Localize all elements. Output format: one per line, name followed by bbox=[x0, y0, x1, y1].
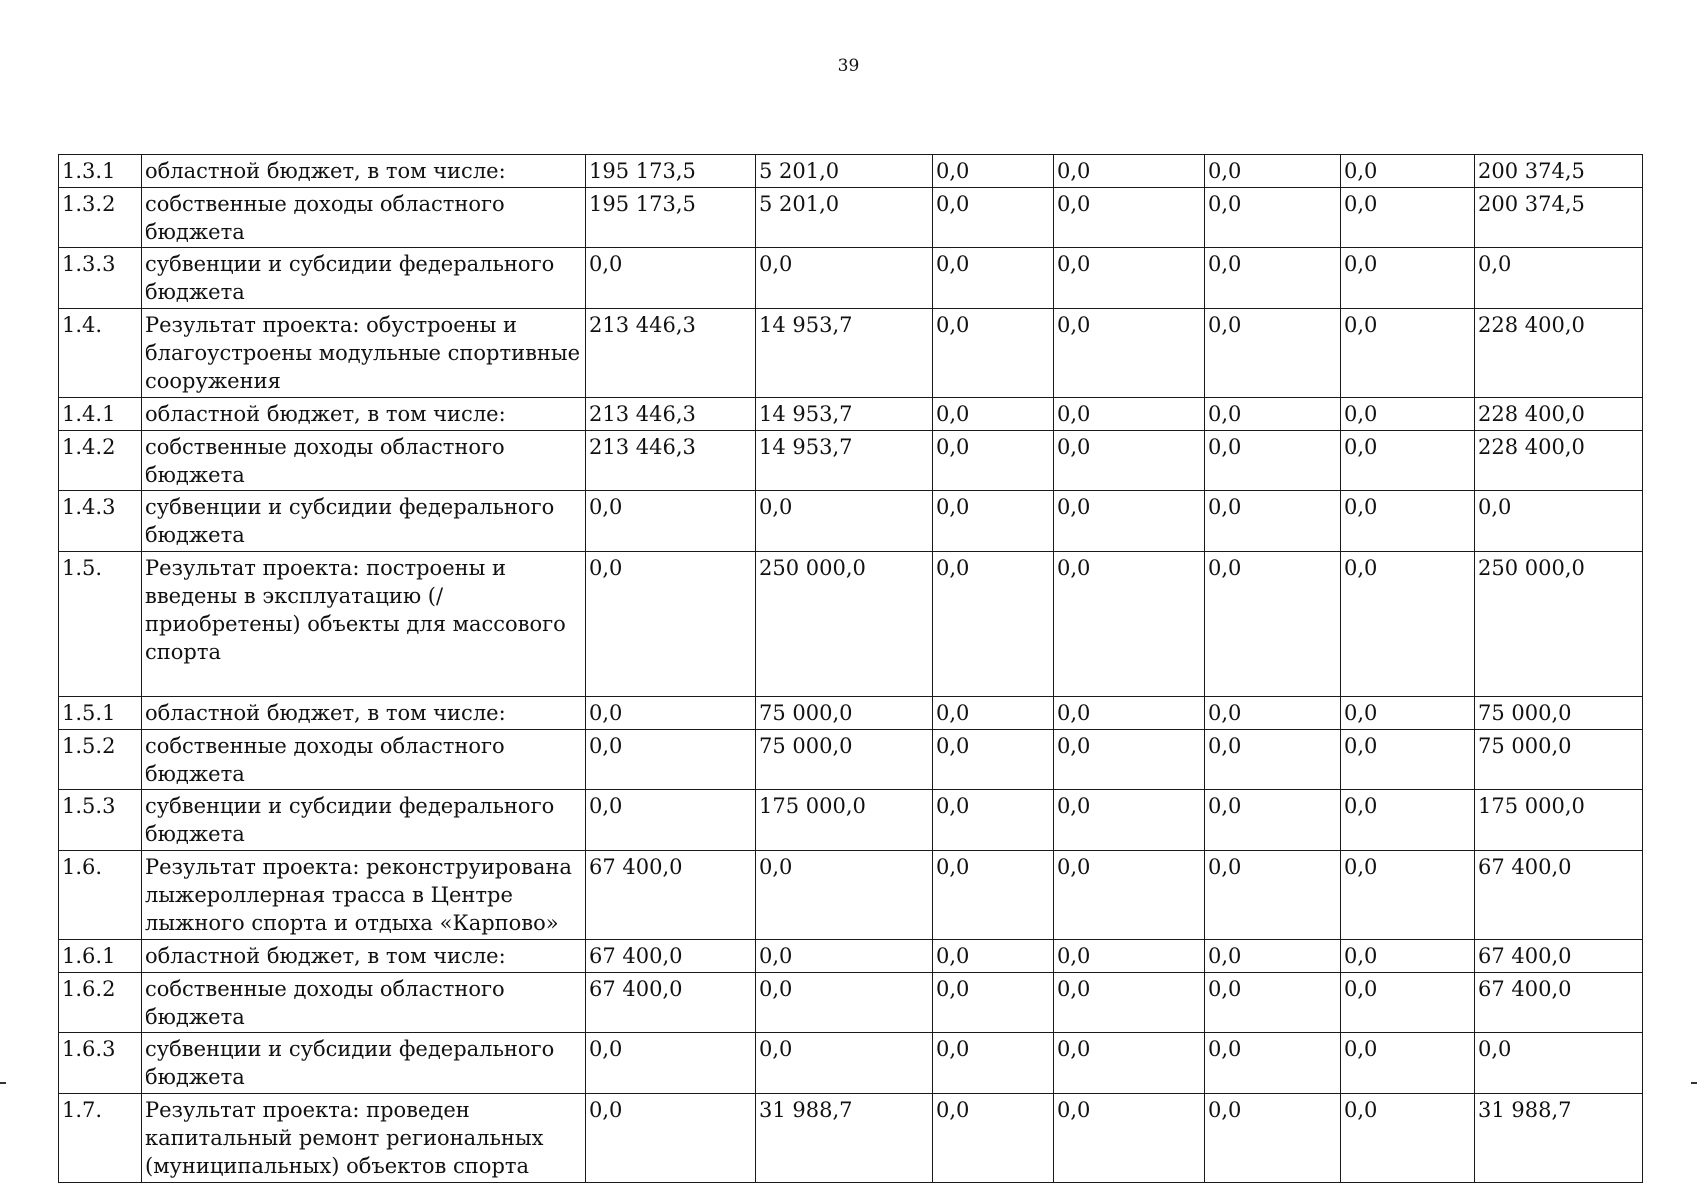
value-cell: 0,0 bbox=[1341, 940, 1475, 973]
value-cell: 14 953,7 bbox=[756, 431, 933, 491]
value-cell: 0,0 bbox=[586, 552, 756, 697]
row-name: Результат проекта: обустроены и благоустроены модульные спортивные сооружения bbox=[142, 309, 586, 398]
value-cell: 213 446,3 bbox=[586, 309, 756, 398]
value-cell: 0,0 bbox=[1341, 790, 1475, 851]
row-number: 1.7. bbox=[59, 1094, 142, 1183]
budget-table-wrapper bbox=[58, 154, 1642, 1183]
value-cell: 0,0 bbox=[1341, 552, 1475, 697]
value-cell: 0,0 bbox=[933, 552, 1054, 697]
value-cell: 195 173,5 bbox=[586, 155, 756, 188]
value-cell: 0,0 bbox=[933, 155, 1054, 188]
row-number: 1.3.1 bbox=[59, 155, 142, 188]
value-cell: 0,0 bbox=[1205, 851, 1341, 940]
total-cell: 67 400,0 bbox=[1475, 973, 1643, 1033]
value-cell: 0,0 bbox=[933, 248, 1054, 309]
value-cell: 0,0 bbox=[1205, 188, 1341, 248]
value-cell: 0,0 bbox=[933, 940, 1054, 973]
value-cell: 0,0 bbox=[756, 973, 933, 1033]
value-cell: 213 446,3 bbox=[586, 431, 756, 491]
row-name: областной бюджет, в том числе: bbox=[142, 697, 586, 730]
value-cell: 0,0 bbox=[1054, 1033, 1205, 1094]
value-cell: 5 201,0 bbox=[756, 188, 933, 248]
total-cell: 228 400,0 bbox=[1475, 398, 1643, 431]
row-name: Результат проекта: реконструирована лыжероллерная трасса в Центре лыжного спорта и отдыха «Карпово» bbox=[142, 851, 586, 940]
row-number: 1.4.1 bbox=[59, 398, 142, 431]
value-cell: 0,0 bbox=[756, 248, 933, 309]
value-cell: 0,0 bbox=[586, 1094, 756, 1183]
value-cell: 0,0 bbox=[1205, 790, 1341, 851]
table-row bbox=[59, 552, 1643, 697]
value-cell: 31 988,7 bbox=[756, 1094, 933, 1183]
value-cell: 0,0 bbox=[933, 730, 1054, 790]
value-cell: 0,0 bbox=[1054, 697, 1205, 730]
table-row bbox=[59, 1094, 1643, 1183]
table-row bbox=[59, 790, 1643, 851]
row-number: 1.5. bbox=[59, 552, 142, 697]
value-cell: 75 000,0 bbox=[756, 730, 933, 790]
row-name: собственные доходы областного бюджета bbox=[142, 431, 586, 491]
table-row bbox=[59, 730, 1643, 790]
value-cell: 0,0 bbox=[1341, 491, 1475, 552]
total-cell: 250 000,0 bbox=[1475, 552, 1643, 697]
row-name: субвенции и субсидии федерального бюджета bbox=[142, 790, 586, 851]
table-row bbox=[59, 188, 1643, 248]
table-row bbox=[59, 973, 1643, 1033]
total-cell: 31 988,7 bbox=[1475, 1094, 1643, 1183]
value-cell: 0,0 bbox=[933, 309, 1054, 398]
value-cell: 0,0 bbox=[1341, 1033, 1475, 1094]
row-number: 1.5.3 bbox=[59, 790, 142, 851]
value-cell: 0,0 bbox=[933, 790, 1054, 851]
value-cell: 0,0 bbox=[1341, 730, 1475, 790]
value-cell: 67 400,0 bbox=[586, 851, 756, 940]
value-cell: 5 201,0 bbox=[756, 155, 933, 188]
row-name: собственные доходы областного бюджета bbox=[142, 973, 586, 1033]
row-number: 1.6.2 bbox=[59, 973, 142, 1033]
row-name: областной бюджет, в том числе: bbox=[142, 398, 586, 431]
value-cell: 0,0 bbox=[586, 790, 756, 851]
value-cell: 0,0 bbox=[1205, 552, 1341, 697]
row-number: 1.6. bbox=[59, 851, 142, 940]
value-cell: 0,0 bbox=[1054, 730, 1205, 790]
value-cell: 0,0 bbox=[1205, 697, 1341, 730]
value-cell: 0,0 bbox=[933, 851, 1054, 940]
value-cell: 0,0 bbox=[1341, 155, 1475, 188]
value-cell: 0,0 bbox=[1054, 552, 1205, 697]
value-cell: 0,0 bbox=[1205, 1033, 1341, 1094]
total-cell: 75 000,0 bbox=[1475, 697, 1643, 730]
total-cell: 0,0 bbox=[1475, 1033, 1643, 1094]
value-cell: 0,0 bbox=[1341, 309, 1475, 398]
value-cell: 0,0 bbox=[1054, 851, 1205, 940]
row-name: субвенции и субсидии федерального бюджета bbox=[142, 1033, 586, 1094]
table-row bbox=[59, 851, 1643, 940]
value-cell: 213 446,3 bbox=[586, 398, 756, 431]
table-row bbox=[59, 155, 1643, 188]
table-row bbox=[59, 1033, 1643, 1094]
value-cell: 0,0 bbox=[586, 697, 756, 730]
value-cell: 0,0 bbox=[1054, 973, 1205, 1033]
value-cell: 0,0 bbox=[756, 1033, 933, 1094]
row-number: 1.6.1 bbox=[59, 940, 142, 973]
row-number: 1.4. bbox=[59, 309, 142, 398]
value-cell: 0,0 bbox=[1341, 1094, 1475, 1183]
value-cell: 0,0 bbox=[756, 851, 933, 940]
total-cell: 175 000,0 bbox=[1475, 790, 1643, 851]
row-number: 1.4.3 bbox=[59, 491, 142, 552]
value-cell: 0,0 bbox=[1054, 155, 1205, 188]
total-cell: 200 374,5 bbox=[1475, 155, 1643, 188]
value-cell: 0,0 bbox=[933, 1094, 1054, 1183]
value-cell: 0,0 bbox=[756, 491, 933, 552]
value-cell: 67 400,0 bbox=[586, 940, 756, 973]
value-cell: 0,0 bbox=[1341, 431, 1475, 491]
value-cell: 0,0 bbox=[1054, 940, 1205, 973]
value-cell: 0,0 bbox=[1341, 973, 1475, 1033]
value-cell: 0,0 bbox=[1205, 730, 1341, 790]
value-cell: 195 173,5 bbox=[586, 188, 756, 248]
value-cell: 0,0 bbox=[933, 398, 1054, 431]
total-cell: 228 400,0 bbox=[1475, 431, 1643, 491]
row-number: 1.4.2 bbox=[59, 431, 142, 491]
value-cell: 0,0 bbox=[933, 697, 1054, 730]
value-cell: 0,0 bbox=[933, 1033, 1054, 1094]
table-body bbox=[59, 155, 1643, 1183]
row-name: областной бюджет, в том числе: bbox=[142, 940, 586, 973]
budget-table bbox=[58, 154, 1643, 1183]
value-cell: 0,0 bbox=[1341, 851, 1475, 940]
value-cell: 0,0 bbox=[1054, 431, 1205, 491]
scan-edge-mark bbox=[0, 1082, 6, 1084]
value-cell: 67 400,0 bbox=[586, 973, 756, 1033]
table-row bbox=[59, 940, 1643, 973]
row-number: 1.5.1 bbox=[59, 697, 142, 730]
value-cell: 0,0 bbox=[586, 491, 756, 552]
table-row bbox=[59, 697, 1643, 730]
value-cell: 14 953,7 bbox=[756, 398, 933, 431]
value-cell: 0,0 bbox=[1054, 1094, 1205, 1183]
value-cell: 0,0 bbox=[1205, 248, 1341, 309]
row-name: областной бюджет, в том числе: bbox=[142, 155, 586, 188]
value-cell: 0,0 bbox=[1341, 188, 1475, 248]
value-cell: 0,0 bbox=[1205, 431, 1341, 491]
row-name: собственные доходы областного бюджета bbox=[142, 730, 586, 790]
row-name: Результат проекта: проведен капитальный ремонт региональных (муниципальных) объектов спорта bbox=[142, 1094, 586, 1183]
value-cell: 0,0 bbox=[1054, 188, 1205, 248]
page-number: 39 bbox=[837, 56, 860, 76]
value-cell: 0,0 bbox=[1205, 491, 1341, 552]
row-number: 1.5.2 bbox=[59, 730, 142, 790]
total-cell: 200 374,5 bbox=[1475, 188, 1643, 248]
value-cell: 0,0 bbox=[1205, 940, 1341, 973]
value-cell: 0,0 bbox=[1054, 398, 1205, 431]
row-number: 1.3.2 bbox=[59, 188, 142, 248]
total-cell: 0,0 bbox=[1475, 491, 1643, 552]
value-cell: 0,0 bbox=[933, 188, 1054, 248]
value-cell: 175 000,0 bbox=[756, 790, 933, 851]
total-cell: 67 400,0 bbox=[1475, 940, 1643, 973]
value-cell: 0,0 bbox=[586, 248, 756, 309]
table-row bbox=[59, 398, 1643, 431]
table-row bbox=[59, 309, 1643, 398]
value-cell: 0,0 bbox=[1054, 491, 1205, 552]
value-cell: 0,0 bbox=[756, 940, 933, 973]
value-cell: 14 953,7 bbox=[756, 309, 933, 398]
row-name: Результат проекта: построены и введены в эксплуатацию (/приобретены) объекты для массового спорта bbox=[142, 552, 586, 697]
value-cell: 75 000,0 bbox=[756, 697, 933, 730]
total-cell: 67 400,0 bbox=[1475, 851, 1643, 940]
value-cell: 0,0 bbox=[1205, 309, 1341, 398]
value-cell: 0,0 bbox=[1341, 248, 1475, 309]
row-name: субвенции и субсидии федерального бюджета bbox=[142, 491, 586, 552]
table-row bbox=[59, 248, 1643, 309]
value-cell: 0,0 bbox=[1054, 248, 1205, 309]
total-cell: 228 400,0 bbox=[1475, 309, 1643, 398]
value-cell: 0,0 bbox=[1054, 309, 1205, 398]
value-cell: 0,0 bbox=[1205, 155, 1341, 188]
row-number: 1.6.3 bbox=[59, 1033, 142, 1094]
value-cell: 0,0 bbox=[1341, 697, 1475, 730]
value-cell: 0,0 bbox=[933, 431, 1054, 491]
value-cell: 0,0 bbox=[586, 730, 756, 790]
value-cell: 0,0 bbox=[1054, 790, 1205, 851]
value-cell: 0,0 bbox=[586, 1033, 756, 1094]
value-cell: 0,0 bbox=[933, 491, 1054, 552]
row-number: 1.3.3 bbox=[59, 248, 142, 309]
table-row bbox=[59, 431, 1643, 491]
total-cell: 75 000,0 bbox=[1475, 730, 1643, 790]
row-name: субвенции и субсидии федерального бюджета bbox=[142, 248, 586, 309]
total-cell: 0,0 bbox=[1475, 248, 1643, 309]
value-cell: 250 000,0 bbox=[756, 552, 933, 697]
value-cell: 0,0 bbox=[1341, 398, 1475, 431]
value-cell: 0,0 bbox=[933, 973, 1054, 1033]
value-cell: 0,0 bbox=[1205, 1094, 1341, 1183]
value-cell: 0,0 bbox=[1205, 973, 1341, 1033]
row-name: собственные доходы областного бюджета bbox=[142, 188, 586, 248]
value-cell: 0,0 bbox=[1205, 398, 1341, 431]
table-row bbox=[59, 491, 1643, 552]
scan-edge-mark bbox=[1691, 1082, 1697, 1084]
